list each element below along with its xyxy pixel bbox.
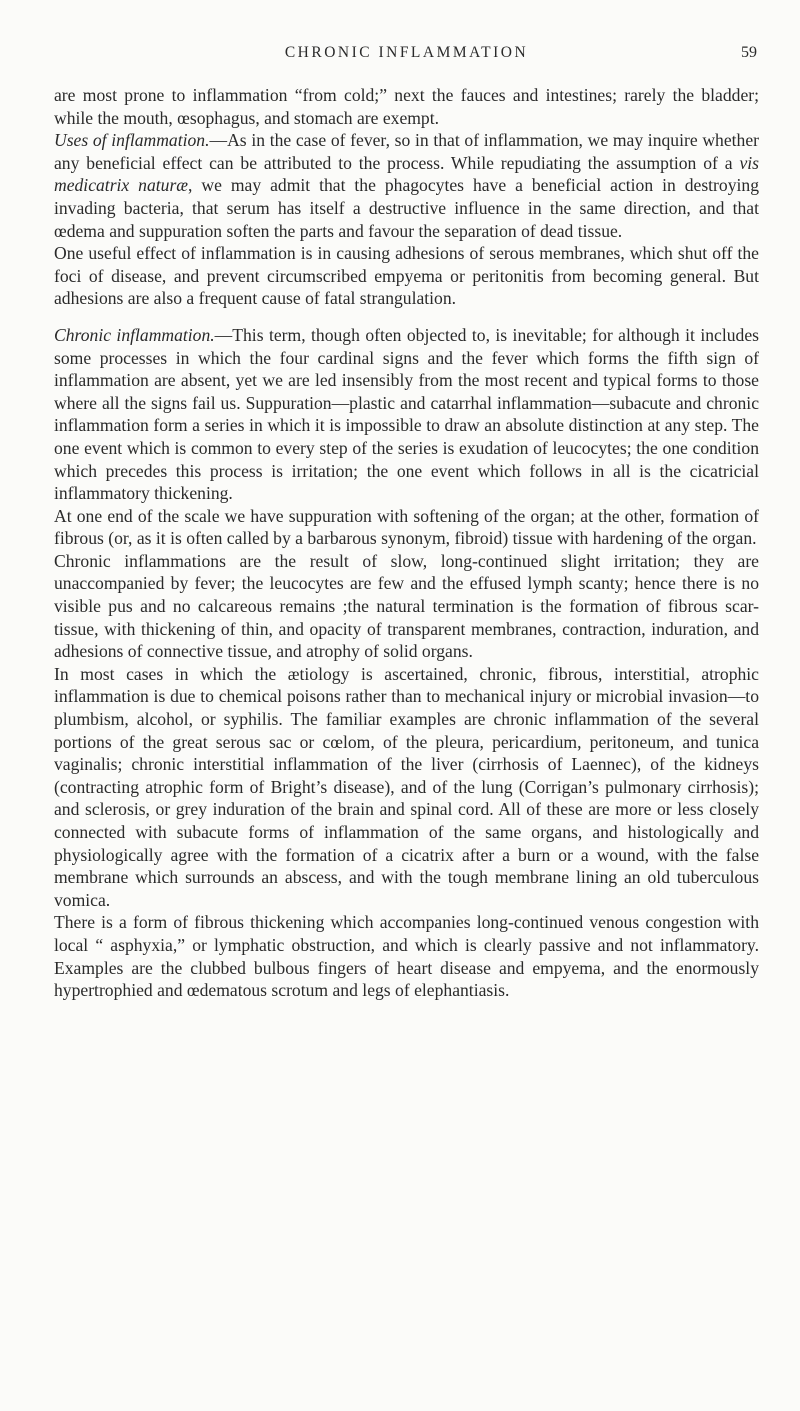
paragraph [54,324,759,505]
paragraph [54,505,759,550]
running-head [54,44,759,72]
latin-phrase: vis medicatrix naturæ [54,152,759,196]
page-number: 59 [741,44,757,61]
paragraph-text: There is a form of fibrous thickening which accompanies long-continued venous congestion with local “ asphyxia,” or lymphatic obstruction, and which is clearly passive and not inflammatory. Examples are the clubbed bulbous fingers of heart disease and empyema, and the enormously hypertrophied and œdematous scrotum and legs of elephantiasis. [54,912,759,1001]
paragraph [54,129,759,242]
body-text [54,84,759,1002]
book-page [54,44,759,1002]
paragraph [54,242,759,310]
paragraph [54,550,759,663]
paragraph-text: , we may admit that the phagocytes have a beneficial action in destroying invading bacteria, that serum has itself a destructive influence in the same direction, and that œdema and suppuration soften the parts and favour the separation of dead tissue. [54,175,759,241]
section-lead: Uses of inflammation. [54,130,210,151]
paragraph [54,84,759,129]
paragraph-text: are most prone to inflammation “from cold;” next the fauces and intestines; rarely the bladder; while the mouth, œsophagus, and stomach are exempt. [54,85,759,128]
paragraph-text: —As in the case of fever, so in that of inflammation, we may inquire whether any beneficial effect can be attributed to the process. While repudiating the assumption of a [54,130,759,173]
paragraph-text: At one end of the scale we have suppuration with softening of the organ; at the other, formation of fibrous (or, as it is often called by a barbarous synonym, fibroid) tissue with hardening of the organ. [54,505,759,549]
paragraph-text: One useful effect of inflammation is in causing adhesions of serous membranes, which shut off the foci of disease, and prevent circumscribed empyema or peritonitis from becoming general. But adhesions are also a frequent cause of fatal strangulation. [54,243,759,309]
paragraph-text: Chronic inflammations are the result of slow, long-continued slight irritation; they are unaccompanied by fever; the leucocytes are few and the effused lymph scanty; hence there is no visible pus and no calcareous remains ;the natural termination is the formation of fibrous scar-tissue, with thickening of thin, and opacity of transparent membranes, contraction, induration, and adhesions of connective tissue, and atrophy of solid organs. [54,550,759,662]
running-title: CHRONIC INFLAMMATION [284,44,529,61]
paragraph-text: In most cases in which the ætiology is ascertained, chronic, fibrous, interstitial, atrophic inflammation is due to chemical poisons rather than to mechanical injury or microbial invasion—to plumbism, alcohol, or syphilis. The familiar examples are chronic inflammation of the several portions of the great serous sac or cœlom, of the pleura, pericardium, peritoneum, and tunica vaginalis; chronic interstitial inflammation of the liver (cirrhosis of Laennec), of the kidneys (contracting atrophic form of Bright’s disease), and of the lung (Corrigan’s pulmonary cirrhosis); and sclerosis, or grey induration of the brain and spinal cord. All of these are more or less closely connected with subacute forms of inflammation of the same organs, and histologically and physiologically agree with the formation of a cicatrix after a burn or a wound, with the false membrane which surrounds an abscess, and with the tough membrane lining an old tuberculous vomica. [54,663,759,910]
section-lead: Chronic inflammation. [54,324,215,345]
paragraph [54,911,759,1001]
paragraph-text: —This term, though often objected to, is inevitable; for although it includes some processes in which the four cardinal signs and the fever which forms the fifth sign of inflammation are absent, yet we are led insensibly from the most recent and typical forms to those where all the signs fail us. Suppuration—plastic and catarrhal inflammation—subacute and chronic inflammation form a series in which it is impossible to draw an absolute distinction at any step. The one event which is common to every step of the series is exudation of leucocytes; the one condition which precedes this process is irritation; the one event which follows in all is the cicatricial inflammatory thickening. [54,324,759,504]
paragraph [54,663,759,912]
section-gap [54,310,759,324]
